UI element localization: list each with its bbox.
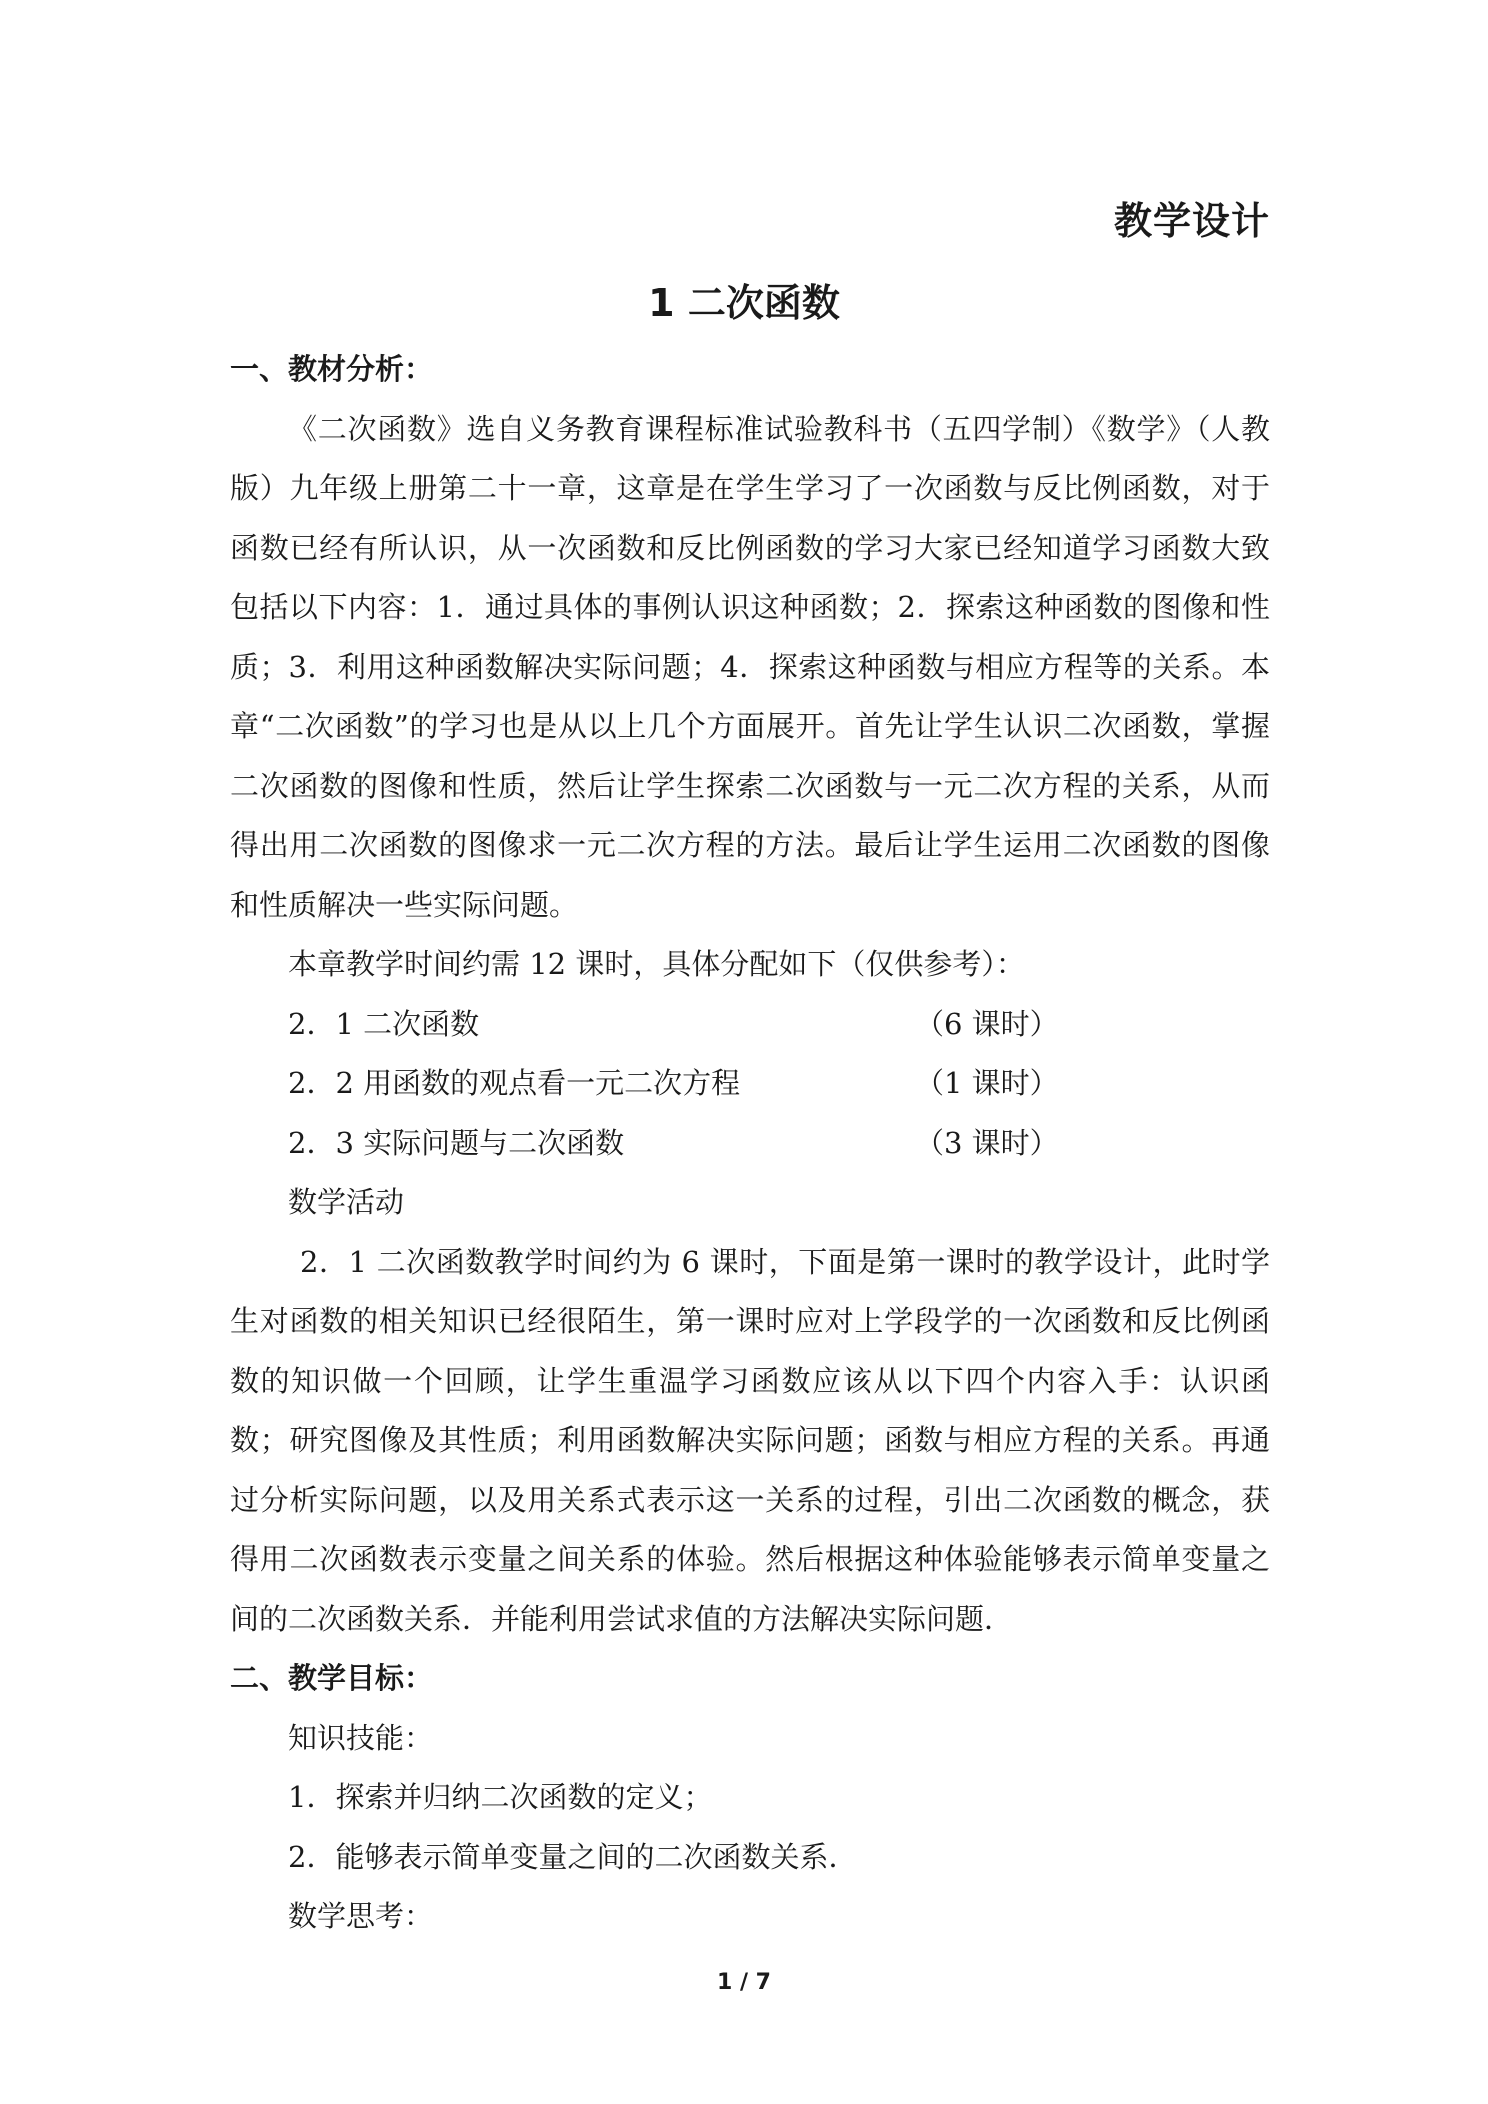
header-title: 教学设计 bbox=[1113, 199, 1270, 243]
schedule-item-name: 2．1 二次函数 bbox=[288, 1006, 480, 1041]
objective-item: 1．探索并归纳二次函数的定义； bbox=[288, 1780, 713, 1814]
lesson-plan-paragraph: 2．1 二次函数教学时间约为 6 课时，下面是第一课时的教学设计，此时学生对函数的相关知识已经很陌生，第一课时应对上学段学的一次函数和反比例函数的知识做一个回顾，让学生重温学习函数应该从以下四个内容入手：认识函数；研究图像及其性质；利用函数解决实际问题；函数与相应方程的关系。再通过分析实际问题，以及用关系式表示这一关系的过程，引出二次函数的概念，获得用二次函数表示变量之间关系的体验。然后根据这种体验能够表示简单变量之间的二次函数关系．并能利用尝试求值的方法解决实际问题． bbox=[230, 1244, 1270, 1636]
schedule-row bbox=[230, 1054, 1270, 1114]
schedule-row bbox=[230, 995, 1270, 1055]
analysis-paragraph: 《二次函数》选自义务教育课程标准试验教科书（五四学制）《数学》（人教版）九年级上册第二十一章，这章是在学生学习了一次函数与反比例函数，对于函数已经有所认识，从一次函数和反比例函数的学习大家已经知道学习函数大致包括以下内容：1．通过具体的事例认识这种函数；2．探索这种函数的图像和性质；3．利用这种函数解决实际问题；4．探索这种函数与相应方程等的关系。本章“二次函数”的学习也是从以上几个方面展开。首先让学生认识二次函数，掌握二次函数的图像和性质，然后让学生探索二次函数与一元二次方程的关系，从而得出用二次函数的图像求一元二次方程的方法。最后让学生运用二次函数的图像和性质解决一些实际问题。 bbox=[230, 411, 1270, 922]
schedule-intro: 本章教学时间约需 12 课时，具体分配如下（仅供参考）： bbox=[288, 947, 1025, 981]
schedule-item-hours: （1 课时） bbox=[915, 1066, 1059, 1100]
knowledge-skills-label: 知识技能： bbox=[288, 1720, 434, 1755]
schedule-row bbox=[230, 1114, 1270, 1174]
schedule-item-name: 2．2 用函数的观点看一元二次方程 bbox=[288, 1066, 741, 1100]
document-body bbox=[230, 340, 1270, 1947]
schedule-item-hours: （6 课时） bbox=[915, 1006, 1059, 1041]
document-title: 1 二次函数 bbox=[648, 281, 840, 325]
math-activity-label: 数学活动 bbox=[288, 1185, 405, 1219]
objective-item: 2．能够表示简单变量之间的二次函数关系． bbox=[288, 1839, 858, 1874]
page-number: 1 / 7 bbox=[717, 1970, 771, 1995]
section-heading-objectives: 二、教学目标： bbox=[230, 1661, 434, 1695]
schedule-item-hours: （3 课时） bbox=[915, 1125, 1059, 1160]
math-thinking-label: 数学思考： bbox=[288, 1899, 434, 1933]
schedule-item-name: 2．3 实际问题与二次函数 bbox=[288, 1125, 625, 1160]
section-heading-analysis: 一、教材分析： bbox=[230, 352, 434, 386]
